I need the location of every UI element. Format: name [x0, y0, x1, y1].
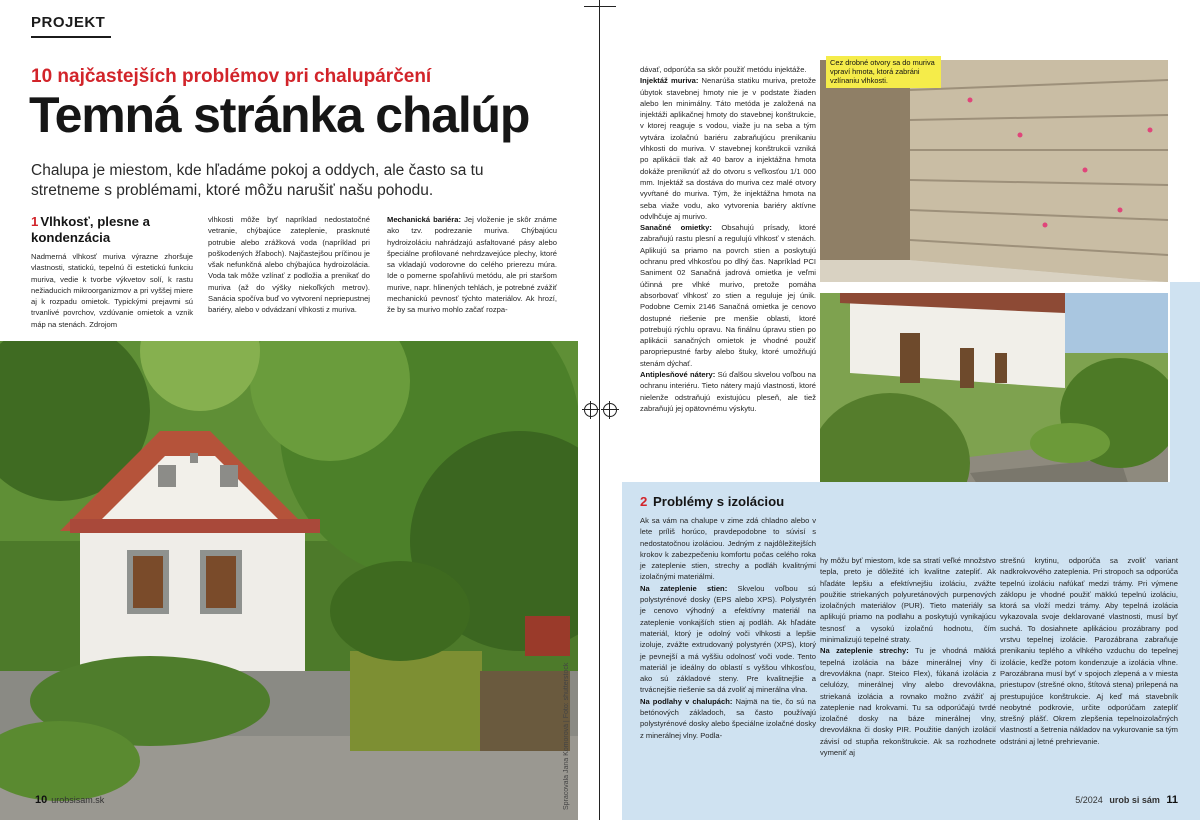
issue-number: 5/2024 [1075, 795, 1103, 805]
floors-label: Na podlahy v chalupách: [640, 696, 733, 706]
section2-panel-edge [1170, 282, 1200, 492]
headline: Temná stránka chalúp [29, 87, 530, 143]
injection-intro: dávať, odporúča sa skôr použiť metódu injektáže. [640, 65, 807, 74]
section2-col3: strešnú krytinu, odporúča sa zvoliť variant nadkrokvového zateplenia. Pri stropoch sa odporúča tepelnú izoláciu nafúkať medzi trámy. Pri výmene záklopu je vhodné použiť mäkkú tepelnú izoláciu, ktorá sa vloží medzi trámy. Aby tepelná izolácia vykazovala svoje deklarované vlastnosti, musí byť suchá. To dosiahnete aplikáciou prozábrany pod vrstvu tepelnej izolácie. Parozábrana zabraňuje prenikaniu teplého a vlhkého vzduchu do tepelnej izolácie, keďže potom kondenzuje a izolácia vlhne. Parozábrana musí byť v spojoch zlepená a v miesta priestupov (strešné okno, štítová stena) prilepená na prestupujúce konštrukcie. Aj keď má stavebník neobytné podkrovie, určite odporúčam zatepliť strešný plášť. Okrem zlepšenia tepelnoizolačných vlastností a šetrenia nákladov na vykurovanie sa tým odstráni aj letné prehrievanie. [1000, 556, 1178, 746]
right-folio [1075, 794, 1182, 806]
photo-caption: Cez drobné otvory sa do muriva vpraví hmota, ktorá zabráni vzlínaniu vlhkosti. [826, 56, 941, 88]
kicker: 10 najčastejších problémov pri chalupárčení [31, 66, 432, 87]
plaster-label: Sanačné omietky: [640, 223, 712, 233]
section1-col2: vlhkosti môže byť napríklad nedostatočné vetranie, chýbajúce zateplenie, prasknuté potrubie alebo zrážková voda (napríklad pri poškodených žľaboch). Najčastejšou príčinou je však nefunkčná alebo chýbajúca hydroizolácia. Voda tak môže vzlínať z podložia a prenikať do muriva (až do výšky niekoľkých metrov). Sanácia spočíva buď vo vytvorení nepriepustnej bariéry, alebo v odvádzaní vlhkosti z muriva. [208, 215, 370, 315]
plaster-text: Obsahujú prísady, ktoré zabraňujú rastu plesní a regulujú vlhkosť v stenách. Aplikujú sa priamo na povrch stien a poskytujú ochranu pred vlhkosťou po dlhý čas. Napríklad PCI Saniment 02 Sanačná jadrová omietka je veľmi účinná pre vlhké murivo, pretože pomáha absorbovať vlhkosť zo stien a reguluje jej únik. Podobne Cemix 2146 Sanačná omietka je cenovo dostupné riešenie pre menšie oblasti, ktoré potrebujú rýchlu opravu. Na finálnu úpravu stien po aplikácii sanačných omietok je vhodné použiť paropriepustné farby alebo štuky, ktoré umožňujú stenám dýchať. [640, 223, 816, 368]
photo-credit: Spracovala Jana Komorová | Foto: shutterstock [563, 662, 570, 810]
registration-mark-left [584, 403, 598, 417]
wall-illustration [820, 60, 1168, 282]
section1-title: Vlhkosť, plesne a kondenzácia [31, 214, 151, 245]
mechanical-barrier-label: Mechanická bariéra: [387, 215, 461, 224]
section-tag: PROJEKT [31, 11, 111, 38]
walls-text: Skvelou voľbou sú polystyrénové dosky (EPS alebo XPS). Polystyrén je cenovo výhodný a efektívny materiál na zateplenie vonkajších stien aj podláh. Ak hľadáte materiál, ktorý je odolný voči vlhkosti a lepšie izoluje, zvážte extrudovaný polystyrén (XPS), ktorý je pevnejší a má vyššiu odolnosť voči vode. Tento materiál je ideálny do oblastí s vyššou vlhkosťou, ako sú základové steny. Pre kvalitnejšie a trvácnejšie riešenie sa dá zvoliť aj minerálna vlna. [640, 583, 816, 695]
section2-col2 [820, 555, 996, 758]
roof-text: Tu je vhodná mäkká tepelná izolácia na báze minerálnej vlny či drevovlákna (napr. Steico Flex), fúkaná izolácia z celulózy, minerálnej vlny alebo drevovlákna, striekaná izolácia a rovnako možno zvážiť aj zateplenie nad krokvami. Tu sa odporúčajú tvrdé izolačné dosky na báze minerálnej vlny, drevovlákna či dosky PIR. Použitie daných izolácií závisí od stupňa rekonštrukcie. Ak sa rozhodnete vymeniť aj [820, 646, 996, 758]
left-publication: urobsisam.sk [51, 795, 105, 805]
lede: Chalupa je miestom, kde hľadáme pokoj a oddych, ale často sa tu stretneme s problémami, ktoré môžu narušiť našu pohodu. [31, 162, 484, 199]
roof-label: Na zateplenie strechy: [820, 646, 909, 656]
section2-number: 2 [640, 494, 648, 509]
section2-heading [640, 494, 816, 510]
walls-label: Na zateplenie stien: [640, 583, 728, 593]
injection-text: Nenarúša statiku muriva, pretože úbytok stavebnej hmoty nie je v podstate žiaden alebo len minimálny. Táto metóda je založená na injektáži aplikačnej hmoty do stavebnej konštrukcie, v ktorej reaguje s vodou, viaže ju na seba a tým vytvára izolačnú bariéru zabraňujúcu prenikaniu vlhkosti do muriva. V stavebnej konštrukcii vzniká po aplikácii tlak až 40 barov a injektážna hmota dokáže preniknúť až do otvoru s veľkosťou 1/1 000 mm. Injektáž sa dostáva do muriva cez malé otvory vyvŕtané do muriva. Tým, že injektážna hmota na seba viaže vodu, ako vytvorenia bariéry aktívne odvlhčuje aj murivo. [640, 76, 816, 221]
gutter-crossbar [584, 6, 616, 7]
mechanical-barrier-text: Jej vloženie je skôr známe ako tzv. podrezanie muriva. Chýbajúcu hydroizoláciu nahrádzajú asfaltované pásy alebo špeciálne profilované nehrdzavejúce plechy, ktoré sa vkladajú vodorovne do celého prierezu múra. Ide o pomerne spoľahlivú metódu, ale pri staršom murive, napr. hlinených tehlách, je potrebné zvážiť mechanickú pevnosť týchto materiálov. Ak hrozí, že by sa murivo mohlo začať rozpa- [387, 215, 557, 315]
right-publication: urob si sám [1109, 795, 1160, 805]
section1-col1 [31, 214, 193, 330]
cottage-illustration [0, 341, 578, 820]
section2-intro: Ak sa vám na chalupe v zime zdá chladno alebo v lete príliš horúco, pravdepodobne to súvisí s nedostatočnou izoláciou. Jedným z najdôležitejších krokov k zabezpečeniu komfortu počas celého roka je zateplenie stien, strechy a podláh kvalitnými izolačnými materiálmi. [640, 516, 816, 582]
right-col1 [640, 64, 816, 414]
section1-number: 1 [31, 214, 39, 229]
left-page-number: 10 [35, 794, 48, 806]
gutter-rule [599, 0, 600, 820]
antifungal-label: Antiplesňové nátery: [640, 370, 716, 380]
section2-title: Problémy s izoláciou [653, 494, 785, 509]
section1-col1-text: Nadmerná vlhkosť muriva výrazne zhoršuje vlastnosti, statickú, tepelnú či estetickú funkciu muriva, vedie k tvorbe výkvetov solí, k rastu nežiaducich mikroorganizmov a pri vyššej miere aj k rozpadu omietok. Typickými prejavmi sú trvanlivé povrchov, vzdúvanie omietok a vznik máp na stenách. Zdrojom [31, 252, 193, 329]
section2-col2-intro: hy môžu byť miestom, kde sa stratí veľké množstvo tepla, preto je dôležité ich kvalitne zatepliť. Ak hľadáte lepšiu a efektívnejšiu izoláciu, zvážte použitie striekaných polyuretánových purpenových izolačných materiálov (PUR). Tieto materiály sa aplikujú priamo na podlahu a poskytujú vynikajúcu tesnosť a vysokú izolačnú hodnotu, čím minimalizujú tepelné straty. [820, 556, 996, 645]
left-page [0, 0, 578, 820]
injection-label: Injektáž muriva: [640, 76, 699, 86]
right-page-number: 11 [1166, 794, 1178, 806]
wall-injection-photo [820, 60, 1168, 282]
antifungal-text: Sú ďalšou skvelou voľbou na ochranu interiéru. Tieto nátery majú vlastnosti, ktoré nielenže odstraňujú existujúcu pleseň, ale tiež zabraňujú jej opätovnému výskytu. [640, 370, 816, 413]
section1-heading [31, 214, 193, 246]
cottage-photo [0, 341, 578, 820]
floors-text: Najmä na tie, čo sú na betónových základoch, sa často používajú polystyrénové dosky alebo špeciálne izolačné dosky z minerálnej vlny. Podla- [640, 696, 816, 740]
gutter [578, 0, 622, 820]
registration-mark-right [603, 403, 617, 417]
section1-col3 [387, 214, 557, 316]
left-folio [31, 794, 104, 806]
section2-col1 [640, 494, 816, 741]
right-page [622, 0, 1200, 820]
